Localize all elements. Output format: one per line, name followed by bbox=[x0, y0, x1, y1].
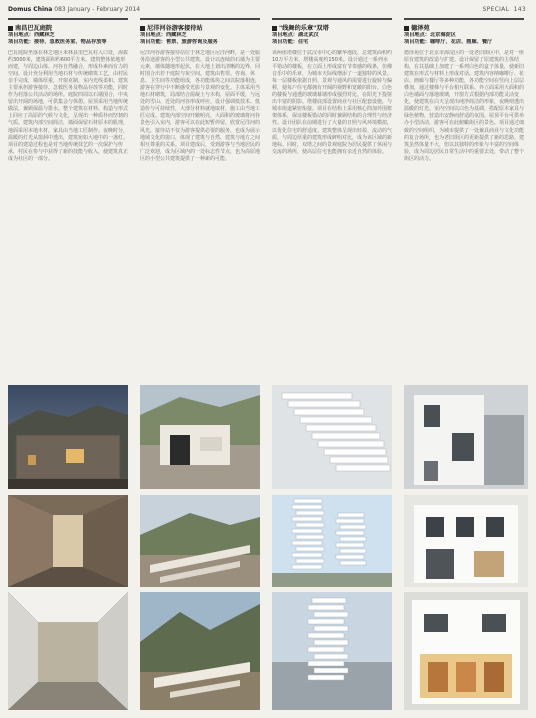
project-description: 巴瓦庭院坐落在林芝地区米林县里巴瓦村入口处，海拔约3000米，建筑面积约600平方米。建筑整体依地形而建，与周边山体、河谷自然融合，形成朴素而有力的空间。设计充分利用当地石材与传统砌筑工艺，由村民亲手完成，墙体厚重，开窗克制，室内光线柔和。建筑主要承担游客接待、急救医务及物品存放等功能，同时作为村落公共活动的场所。庭院四周以石墙围合，中央留出开阔的场地，可供集会与休憩。屋顶采用当地传统做法，兼顾保温与排水。整个建筑在材料、构造与形式上回应了高原的气候与文化，呈现出一种质朴而坚韧的气质。建筑内部空间简洁，墙面保留石材原本的肌理，地面采用本地木材，家具由当地工匠制作。夜晚时分，温暖的灯光从窗洞中透出，建筑宛如大地中的一盏灯。项目的建造过程也是对当地传统技艺的一次保护与传承，村民在参与中获得了新的技能与收入，使建筑真正成为社区的一部分。 bbox=[8, 50, 128, 162]
article-column-4 bbox=[404, 18, 524, 328]
photo-stone-corridor bbox=[8, 495, 128, 587]
article-column-3 bbox=[272, 18, 392, 328]
project-title: "线舞的乐章"双塔 bbox=[272, 23, 392, 32]
project-description: 尼洋河谷游客接待站位于林芝地区尼洋河畔，是一处服务沿途游客的小型公共建筑。设计以连续的石墙为主要元素，墙体随地形起伏，在大地上划出清晰的边界，同时围合出若干庭院与灰空间。建筑由售票、咨询、休息、卫生间等功能组成，各功能体块之间以院落相连，游客在穿行中不断感受光影与景观的变化。主体采用当地石材砌筑，局部结合混凝土与木构，屋面平缓，与远处的雪山、近处的河谷形成呼应。设计强调低技术、低造价与可持续性，大部分材料就地取材，施工由当地工匠完成。建筑内部空间开敞明亮，大面积的玻璃将河谷景色引入室内，游客可以在此短暂停留，欣赏尼洋河的风光。接待站不仅为游客提供必要的服务，也成为展示地域文化的窗口，体现了建筑与自然、建筑与地方之间相互尊重的关系。项目建成后，受到游客与当地居民的广泛欢迎，成为区域内的一处标志性节点，也为高原地区的小型公共建筑提供了一种新的可能。 bbox=[140, 50, 260, 162]
photo-stone-walls-valley bbox=[140, 495, 260, 587]
photo-tower-skyline-render bbox=[272, 592, 392, 710]
magazine-issue: Domus China 083 January - February 2014 bbox=[8, 6, 141, 13]
project-title: 南昌巴瓦庭院 bbox=[8, 23, 128, 32]
column-rule bbox=[272, 18, 392, 20]
project-title: 德泽苑 bbox=[404, 23, 524, 32]
project-location: 项目地点：西藏林芝 bbox=[140, 32, 187, 38]
title-marker-icon bbox=[272, 26, 277, 31]
photo-stone-walls-mountain bbox=[140, 592, 260, 710]
title-marker-icon bbox=[404, 26, 409, 31]
photo-white-stacked-tower bbox=[272, 385, 392, 489]
title-marker-icon bbox=[8, 26, 13, 31]
column-rule bbox=[404, 18, 524, 20]
project-location: 项目地点：西藏林芝 bbox=[8, 32, 55, 38]
article-column-1 bbox=[8, 18, 128, 328]
column-rule bbox=[140, 18, 260, 20]
project-description: 该两座塔楼位于武汉市中心的繁华地段，总建筑面积约10万平方米，塔楼高度约150米。设计通过一系列水平错动的楼板，在立面上形成富有节奏感的线条，仿佛音乐中的乐章，为城市天际线增添了一道独特的风景。每一层楼板依据日照、景观与通风的需要进行旋转与偏移，使每户住宅都拥有开阔的视野和宽敞的阳台。白色的楼板与通透的玻璃幕墙形成强烈对比，在阳光下投射出丰富的阴影。塔楼底部设置商业与社区配套设施，与城市街道紧密衔接。项目在结构上采用核心筒加外围框架体系，保证楼板错动的同时兼顾结构的合理性与经济性。设计团队在前期进行了大量的日照与风环境模拟，以优化住宅的舒适度。建筑整体呈现出轻盈、流动的气质，与周边厚重的建筑形成鲜明对比，成为该区域的新地标。同时，双塔之间的景观庭院为居民提供了休闲与交流的场所，使高层住宅也能拥有亲近自然的体验。 bbox=[272, 50, 392, 155]
project-function: 项目功能：售票、旅游咨询及服务 bbox=[140, 39, 218, 45]
photo-twin-towers-render bbox=[272, 495, 392, 587]
photo-white-corridor-interior bbox=[8, 592, 128, 710]
photo-white-box-facade bbox=[404, 495, 528, 587]
page-section: SPECIAL 143 bbox=[482, 6, 526, 13]
project-function: 项目功能：住宅 bbox=[272, 39, 309, 45]
project-function: 项目功能：咖啡厅、花店、画廊、餐厅 bbox=[404, 39, 493, 45]
photo-stone-visitor-center bbox=[140, 385, 260, 489]
project-function: 项目功能：接待、急救医务室、物品存放等 bbox=[8, 39, 107, 45]
title-marker-icon bbox=[140, 26, 145, 31]
page-header bbox=[0, 0, 536, 20]
project-description: 德泽苑位于北京市海淀区的一处老旧街区中，是对一座原有建筑的改造与扩建。设计保留了原建筑的主体结构，在其基础上加建了一系列白色的盒子体量，使新旧建筑在形式与材料上形成对话。建筑内容纳咖啡厅、花店、画廊与餐厅等多种功能，各功能空间在竖向上层层叠加，通过楼梯与平台相互联系。外立面采用大面积的白色墙面与落地玻璃，开窗方式根据内部功能灵活变化，使建筑在白天呈现出纯净简洁的形象，夜晚则透出温暖的灯光。室内空间以白色为基调，搭配原木家具与绿色植物，营造出安静而舒适的氛围。屋顶平台可供举办小型活动，游客可在此俯瞰街区的景色。项目通过细致的空间组织，为城市提供了一处兼具商业与文化功能的复合场所，也为老旧街区的更新提供了新的思路。建筑虽然体量不大，但以其独特的形象与丰富的空间体验，成为周边居民日常生活中的重要去处，带动了整个街区的活力。 bbox=[404, 50, 524, 162]
photo-white-facade-building bbox=[404, 385, 528, 489]
project-location: 项目地点：湖北武汉 bbox=[272, 32, 319, 38]
article-column-2 bbox=[140, 18, 260, 328]
project-location: 项目地点：北京海淀区 bbox=[404, 32, 456, 38]
photo-stone-courtyard bbox=[8, 385, 128, 489]
project-title: 尼洋河谷游客接待站 bbox=[140, 23, 260, 32]
column-rule bbox=[8, 18, 128, 20]
photo-storefront-night bbox=[404, 592, 528, 710]
